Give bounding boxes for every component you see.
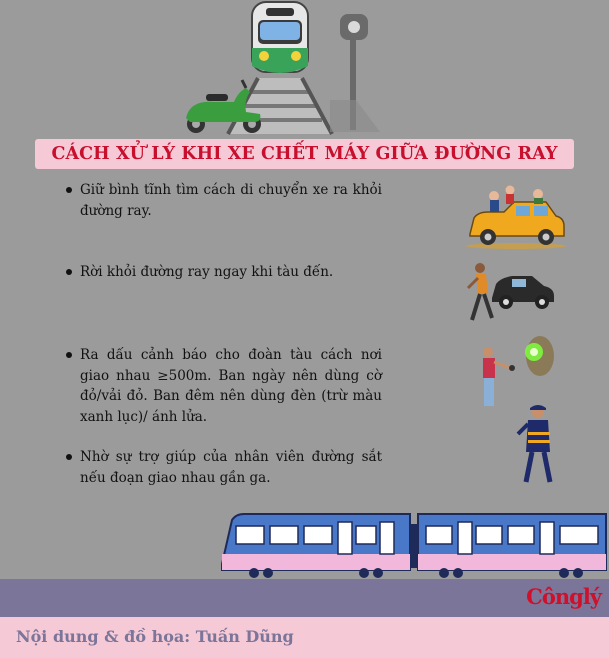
railway-worker-icon bbox=[516, 404, 560, 486]
credit-text: Nội dung & đồ họa: Tuấn Dũng bbox=[16, 627, 294, 646]
page-title: CÁCH XỬ LÝ KHI XE CHẾT MÁY GIỮA ĐƯỜNG RAY bbox=[51, 144, 558, 164]
title-banner bbox=[35, 139, 574, 169]
footer-band bbox=[0, 579, 609, 617]
train-front-icon bbox=[180, 0, 380, 136]
railway-signal-icon bbox=[330, 14, 380, 132]
person-running-from-car-icon bbox=[466, 262, 558, 326]
brand-logo: Cônglý bbox=[526, 584, 601, 609]
list-item: Giữ bình tĩnh tìm cách di chuyển xe ra khỏi đường ray. bbox=[62, 180, 382, 221]
list-item: Rời khỏi đường ray ngay khi tàu đến. bbox=[62, 262, 382, 283]
blue-train-icon bbox=[214, 508, 609, 580]
list-item: Nhờ sự trợ giúp của nhân viên đường sắt nếu đoạn giao nhau gần ga. bbox=[62, 447, 382, 488]
person-waving-light-icon bbox=[474, 334, 554, 410]
list-item: Ra dấu cảnh báo cho đoàn tàu cách nơi giao nhau ≥500m. Ban ngày nên dùng cờ đỏ/vải đỏ. Ban đêm nên dùng đèn (trừ màu xanh lục)/ ánh lửa. bbox=[62, 345, 382, 427]
car-with-people-icon bbox=[464, 184, 568, 250]
